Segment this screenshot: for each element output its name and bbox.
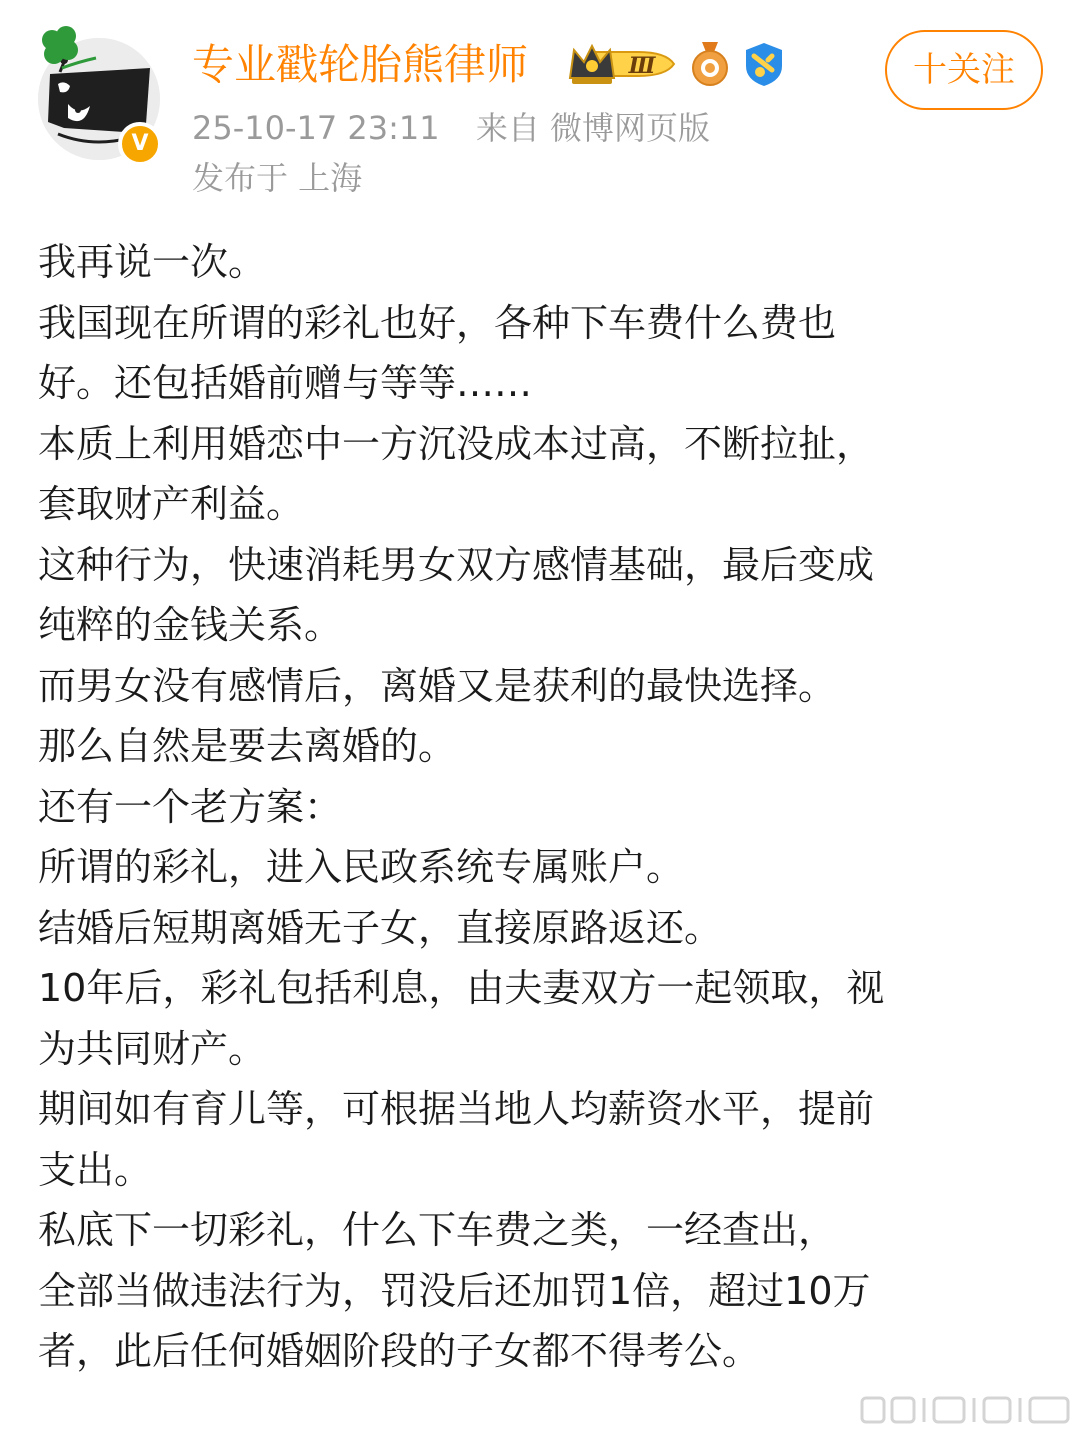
post-content [38, 232, 1043, 1382]
watermark-logo-icon [858, 1392, 1074, 1428]
user-badges [566, 38, 786, 90]
post-line: 为共同财产。 [38, 1026, 267, 1071]
post-line: 而男女没有感情后，离婚又是获利的最快选择。 [38, 663, 837, 708]
clover-icon [32, 18, 102, 78]
post-line: 结婚后短期离婚无子女，直接原路返还。 [38, 905, 723, 950]
post-line: 那么自然是要去离婚的。 [38, 724, 457, 768]
post-line: 10年后，彩礼包括利息，由夫妻双方一起领取，视 [38, 966, 885, 1010]
post-line: 期间如有育儿等，可根据当地人均薪资水平，提前 [38, 1087, 875, 1131]
post-line: 这种行为，快速消耗男女双方感情基础，最后变成 [38, 542, 875, 587]
post-meta [192, 104, 710, 152]
username[interactable]: 专业戳轮胎熊律师 [192, 40, 529, 89]
verified-v-badge: V [118, 122, 162, 166]
post-line: 私底下一切彩礼，什么下车费之类，一经查出， [38, 1208, 837, 1252]
post-line: 支出。 [38, 1147, 153, 1192]
post-line: 套取财产利益。 [38, 482, 305, 526]
avatar-container[interactable] [38, 38, 160, 160]
level-badge-label: Ⅲ [628, 53, 656, 79]
post-header [0, 0, 1080, 215]
post-line: 者，此后任何婚姻阶段的子女都不得考公。 [38, 1329, 761, 1373]
post-line: 好。还包括婚前赠与等等…… [38, 361, 533, 405]
post-line: 我国现在所谓的彩礼也好，各种下车费什么费也 [38, 300, 837, 345]
post-line: 所谓的彩礼，进入民政系统专属账户。 [38, 845, 685, 889]
follow-button[interactable]: 十关注 [885, 30, 1043, 110]
post-line: 纯粹的金钱关系。 [38, 603, 343, 647]
post-source[interactable]: 来自 微博网页版 [475, 109, 710, 147]
post-line: 我再说一次。 [38, 240, 267, 284]
post-line: 本质上利用婚恋中一方沉没成本过高，不断拉扯， [38, 421, 875, 466]
post-line: 全部当做违法行为，罚没后还加罚1倍，超过10万 [38, 1268, 871, 1313]
crown-level-badge[interactable] [566, 40, 678, 88]
gold-medal-badge[interactable] [688, 40, 732, 88]
post-datetime: 25-10-17 23:11 [192, 109, 440, 147]
post-location: 发布于 上海 [192, 159, 363, 197]
post-line: 还有一个老方案： [38, 784, 343, 829]
blue-shield-badge[interactable] [742, 40, 786, 88]
